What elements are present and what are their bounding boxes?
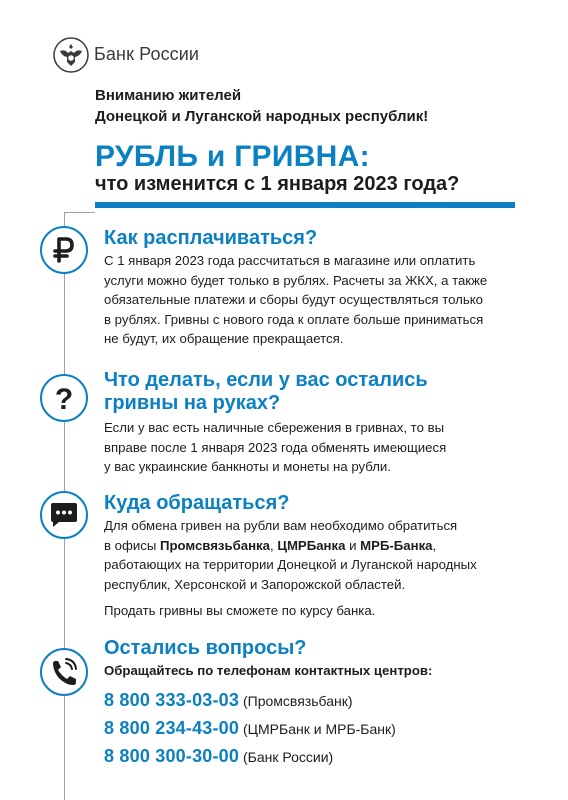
attention-line-2: Донецкой и Луганской народных республик! — [95, 108, 429, 125]
phone-row — [104, 746, 333, 767]
body-line: республик, Херсонской и Запорожской областей. — [104, 576, 406, 592]
phone-number[interactable]: 8 800 333-03-03 — [104, 690, 240, 710]
svg-text:?: ? — [54, 383, 74, 416]
attention-notice — [95, 85, 428, 127]
section-subtitle-questions: Обращайтесь по телефонам контактных центров: — [104, 663, 433, 678]
phone-owner: (ЦМРБанк и МРБ-Банк) — [239, 721, 396, 737]
body-line: в рублях. Гривны с нового года к оплате больше приниматься — [104, 311, 484, 327]
bank-name-mrb: МРБ-Банка — [360, 537, 433, 553]
phone-owner: (Промсвязьбанк) — [239, 693, 353, 709]
page-subtitle: что изменится с 1 января 2023 года? — [95, 173, 460, 195]
section-title-hryvnia — [104, 369, 428, 415]
section-body-where — [104, 516, 534, 621]
title-line-1: Что делать, если у вас остались — [104, 369, 428, 391]
ruble-icon — [40, 226, 88, 274]
accent-divider — [95, 202, 515, 208]
body-line: С 1 января 2023 года рассчитаться в магазине или оплатить — [104, 253, 476, 268]
title-line-2: гривны на руках? — [104, 392, 281, 414]
phone-row — [104, 718, 396, 739]
phone-number[interactable]: 8 800 300-30-00 — [104, 746, 240, 766]
question-icon — [40, 374, 88, 422]
body-line: Если у вас есть наличные сбережения в гривнах, то вы — [104, 420, 445, 435]
chat-icon — [40, 491, 88, 539]
section-body-hryvnia — [104, 418, 534, 477]
section-body-pay — [104, 251, 534, 349]
attention-line-1: Вниманию жителей — [95, 87, 242, 104]
text-fragment: и — [345, 537, 361, 553]
phone-row — [104, 690, 353, 711]
body-line: Для обмена гривен на рубли вам необходимо обратиться — [104, 518, 458, 533]
body-line: услуги можно будет только в рублях. Расчеты за ЖКХ, а также — [104, 272, 488, 288]
text-fragment: в офисы — [104, 537, 160, 553]
bank-name-cmr: ЦМРБанка — [277, 537, 346, 553]
bank-logo-text: Банк России — [94, 44, 200, 64]
body-line: не будут, их обращение прекращается. — [104, 331, 344, 346]
timeline-rule-top — [64, 212, 95, 213]
phone-icon — [40, 648, 88, 696]
section-title-pay: Как расплачиваться? — [104, 227, 318, 249]
body-line: вправе после 1 января 2023 года обменять имеющиеся — [104, 439, 447, 455]
body-line: работающих на территории Донецкой и Луганской народных — [104, 557, 477, 572]
section-title-where: Куда обращаться? — [104, 492, 290, 514]
section-title-questions: Остались вопросы? — [104, 637, 307, 659]
body-line: обязательные платежи и сборы будут осуществляться только — [104, 292, 483, 307]
bank-name-psb: Промсвязьбанка — [159, 537, 270, 553]
body-line: Продать гривны вы сможете по курсу банка. — [104, 603, 376, 618]
text-fragment: , — [269, 537, 278, 553]
page-title: РУБЛЬ и ГРИВНА: — [95, 140, 370, 173]
body-line: у вас украинские банкноты и монеты на рубли. — [104, 459, 391, 474]
phone-owner: (Банк России) — [239, 749, 334, 765]
body-line — [104, 536, 534, 556]
text-fragment: , — [432, 537, 437, 553]
phone-number[interactable]: 8 800 234-43-00 — [104, 718, 240, 738]
bank-emblem-icon — [53, 37, 89, 73]
